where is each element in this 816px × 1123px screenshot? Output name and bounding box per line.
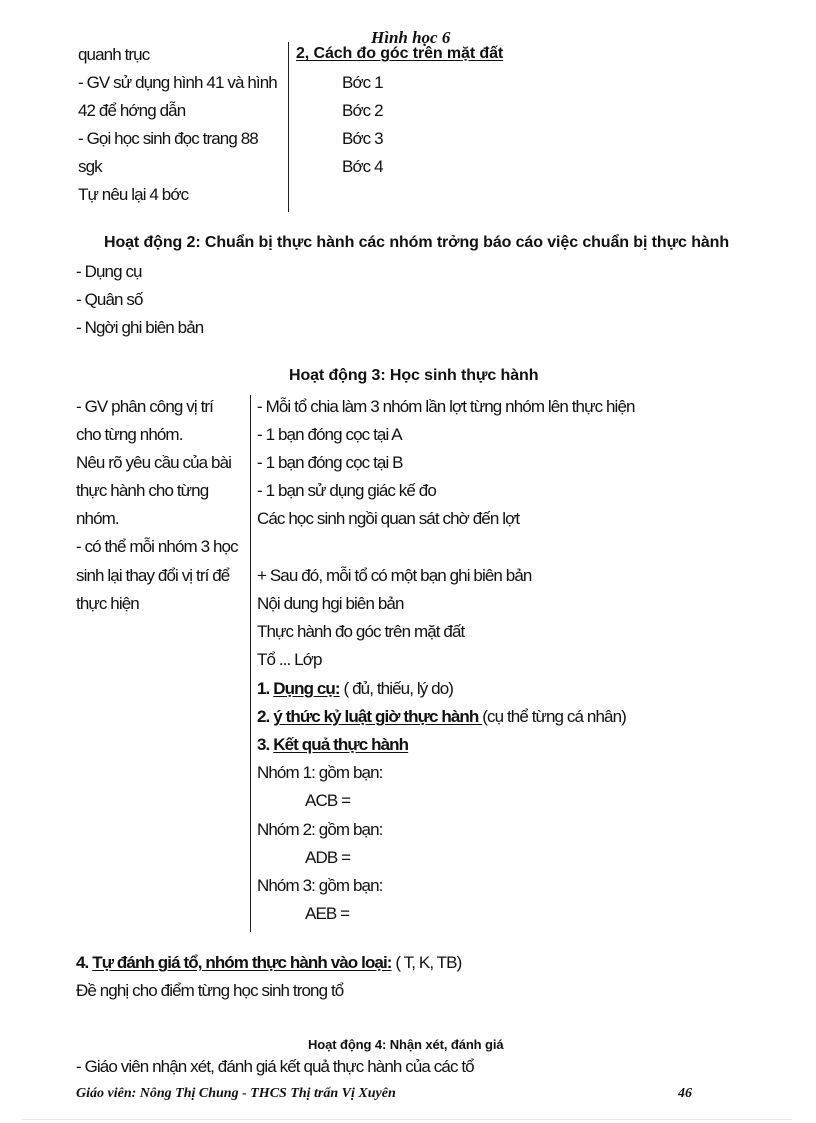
step-item: Bớc 1 (342, 73, 383, 92)
activity-heading: Hoạt động 3: Học sinh thực hành (289, 367, 539, 384)
right-text-line: - Mỗi tổ chia làm 3 nhóm lần lợt từng nhóm lên thực hiện (257, 397, 635, 416)
right-text-line: Các học sinh ngồi quan sát chờ đến lợt (257, 509, 520, 528)
assessment-line (76, 953, 461, 973)
item-title: Tự đánh giá tổ, nhóm thực hành vào loại: (92, 953, 392, 972)
activity-heading: Hoạt động 2: Chuẩn bị thực hành các nhóm trởng báo cáo việc chuẩn bị thực hành (104, 234, 730, 251)
left-text-line: Nêu rõ yêu cầu của bài (76, 453, 232, 472)
left-text-line: cho từng nhóm. (76, 425, 183, 444)
footer-teacher: Giáo viên: Nông Thị Chung - THCS Thị trấn Vị Xuyên (76, 1086, 396, 1101)
assessment-note: Đề nghị cho điểm từng học sinh trong tổ (76, 981, 344, 1000)
list-item: - Ngời ghi biên bản (76, 318, 204, 337)
right-text-line: Nội dung hgi biên bản (257, 594, 404, 613)
left-text-line: - Gọi học sinh đọc trang 88 (78, 129, 258, 148)
footer-rule (22, 1119, 792, 1120)
item-title: ý thức kỷ luật giờ thực hành (273, 707, 483, 726)
right-text-line: - 1 bạn đóng cọc tại A (257, 425, 402, 444)
step-item: Bớc 4 (342, 157, 383, 176)
group-angle: AEB = (305, 904, 350, 923)
left-text-line: - có thể mỗi nhóm 3 học (76, 537, 238, 556)
right-text-line: - 1 bạn sử dụng giác kế đo (257, 481, 436, 500)
left-text-line: quanh trục (78, 45, 150, 64)
group-angle: ADB = (305, 848, 351, 867)
group-label: Nhóm 2: gồm bạn: (257, 820, 383, 839)
step-item: Bớc 2 (342, 101, 383, 120)
item-title: Dụng cụ: (273, 679, 340, 698)
right-text-line: Thực hành đo góc trên mặt đất (257, 622, 465, 641)
item-number: 1. (257, 679, 270, 698)
report-item-results (257, 735, 408, 755)
left-text-line: 42 để hớng dẫn (78, 101, 186, 120)
item-number: 4. (76, 953, 89, 972)
item-detail: ( đủ, thiếu, lý do) (339, 679, 454, 698)
body-text-line: - Giáo viên nhận xét, đánh giá kết quả thực hành của các tổ (76, 1057, 474, 1076)
left-text-line: thực hiện (76, 594, 139, 613)
report-item-equipment (257, 679, 453, 699)
step-item: Bớc 3 (342, 129, 383, 148)
column-divider (250, 395, 251, 932)
item-detail: (cụ thể từng cá nhân) (482, 707, 626, 726)
group-label: Nhóm 3: gồm bạn: (257, 876, 383, 895)
item-title: Kết quả thực hành (273, 735, 409, 754)
list-item: - Quân số (76, 290, 143, 309)
item-number: 3. (257, 735, 270, 754)
left-text-line: nhóm. (76, 509, 119, 528)
group-label: Nhóm 1: gồm bạn: (257, 763, 383, 782)
left-text-line: Tự nêu lại 4 bớc (78, 185, 189, 204)
left-text-line: - GV phân công vị trí (76, 397, 214, 416)
report-item-discipline (257, 707, 626, 727)
column-divider (288, 42, 289, 212)
page-header-title: Hình học 6 (371, 28, 451, 47)
right-text-line: Tổ ... Lớp (257, 650, 322, 669)
right-text-line: - 1 bạn đóng cọc tại B (257, 453, 403, 472)
footer-page-number: 46 (678, 1086, 692, 1101)
item-number: 2. (257, 707, 270, 726)
section-title: 2, Cách đo góc trên mặt đất (296, 45, 504, 62)
group-angle: ACB = (305, 791, 351, 810)
left-text-line: thực hành cho từng (76, 481, 209, 500)
left-text-line: sgk (78, 157, 102, 176)
activity-heading: Hoạt động 4: Nhận xét, đánh giá (308, 1037, 504, 1052)
right-text-line: + Sau đó, mỗi tổ có một bạn ghi biên bản (257, 566, 532, 585)
left-text-line: sinh lại thay đổi vị trí để (76, 566, 230, 585)
left-text-line: - GV sử dụng hình 41 và hình (78, 73, 277, 92)
list-item: - Dụng cụ (76, 262, 142, 281)
item-detail: ( T, K, TB) (391, 953, 462, 972)
